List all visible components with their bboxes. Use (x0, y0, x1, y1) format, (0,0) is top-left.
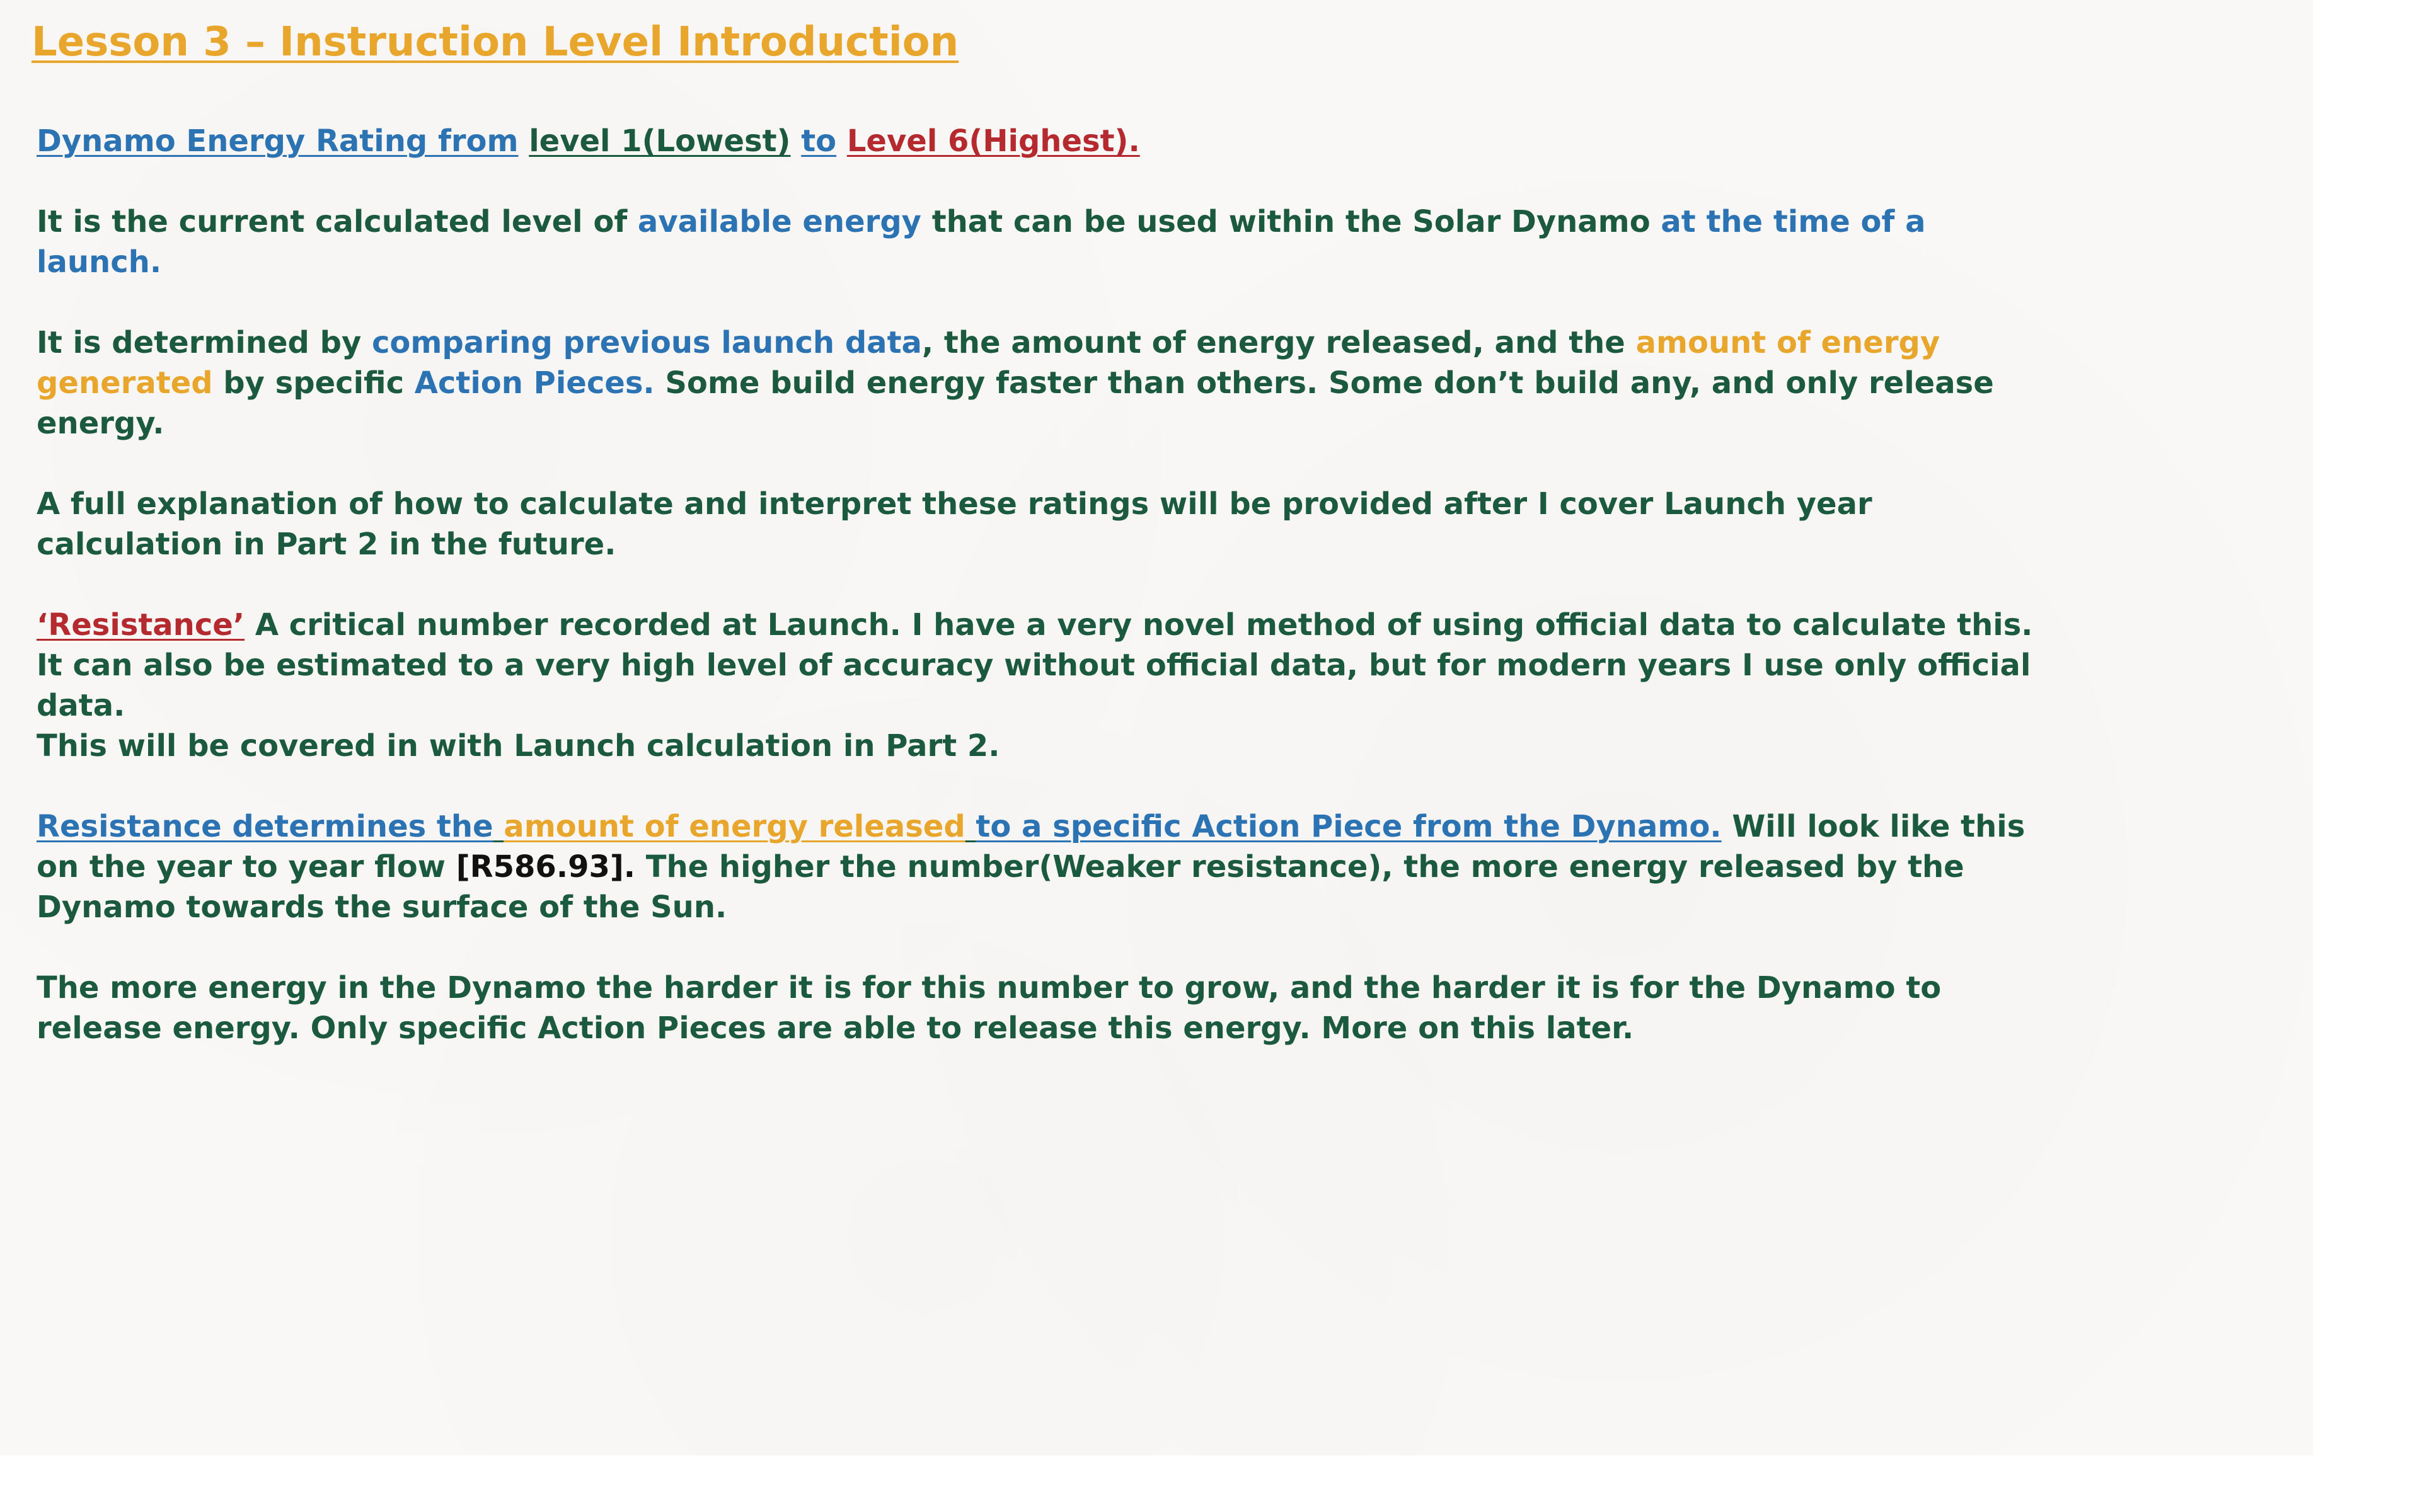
level-lowest-text: level 1(Lowest) (529, 123, 791, 159)
resistance-description: A critical number recorded at Launch. I have a very novel method of using official data to calculate this. It can also be estimated to a very high level of accuracy without official data, but for modern years I use only official data. (37, 607, 2033, 723)
definition-middle: that can be used within the Solar Dynamo (931, 204, 1651, 239)
determination-middle: , the amount of energy released, and the (921, 325, 1625, 360)
available-energy-text: available energy (637, 204, 921, 239)
energy-generated-text: amount of energy generated (37, 325, 1940, 401)
lesson-title: Lesson 3 – Instruction Level Introduction (32, 19, 959, 66)
resistance-determines-text: Resistance determines the (37, 809, 493, 844)
paragraph-resistance (37, 605, 2041, 766)
paragraph-energy-growth (37, 968, 2041, 1048)
paragraph-energy-rating (37, 121, 2041, 161)
level-highest-text: Level 6(Highest). (846, 123, 1140, 159)
determination-lead: It is determined by (37, 325, 362, 360)
action-pieces-text: Action Pieces. (414, 365, 655, 401)
higher-number-text: The higher the number(Weaker resistance), the more energy released by the Dynamo towards the surface of the Sun. (37, 849, 1964, 925)
energy-growth-text: The more energy in the Dynamo the harder it is for this number to grow, and the harder it is for the Dynamo to release energy. Only specific Action Pieces are able to release this energy. More on this later. (37, 970, 1942, 1046)
definition-lead: It is the current calculated level of (37, 204, 628, 239)
launch-time-text: at the time of a launch. (37, 204, 1926, 280)
energy-released-text: amount of energy released (504, 809, 965, 844)
action-piece-dynamo-text: to a specific Action Piece from the Dynamo. (976, 809, 1722, 844)
to-text: to (801, 123, 837, 159)
year-flow-text: Will look like this on the year to year flow (37, 809, 2025, 885)
paragraph-determination (37, 323, 2041, 444)
lesson-body (37, 121, 2041, 1089)
energy-rating-phrase: Dynamo Energy Rating from (37, 123, 519, 159)
paragraph-explanation (37, 484, 2041, 564)
resistance-example-value: [R586.93]. (456, 849, 636, 885)
previous-launch-data-text: comparing previous launch data (371, 325, 922, 360)
by-specific-text: by specific (223, 365, 405, 401)
resistance-term: ‘Resistance’ (37, 607, 245, 643)
determination-tail: Some build energy faster than others. Some don’t build any, and only release energy. (37, 365, 1994, 441)
paragraph-definition (37, 202, 2041, 282)
resistance-note: This will be covered in with Launch calculation in Part 2. (37, 728, 1000, 764)
explanation-text: A full explanation of how to calculate and interpret these ratings will be provided after I cover Launch year calculation in Part 2 in the future. (37, 486, 1872, 562)
paragraph-resistance-effect (37, 806, 2041, 927)
